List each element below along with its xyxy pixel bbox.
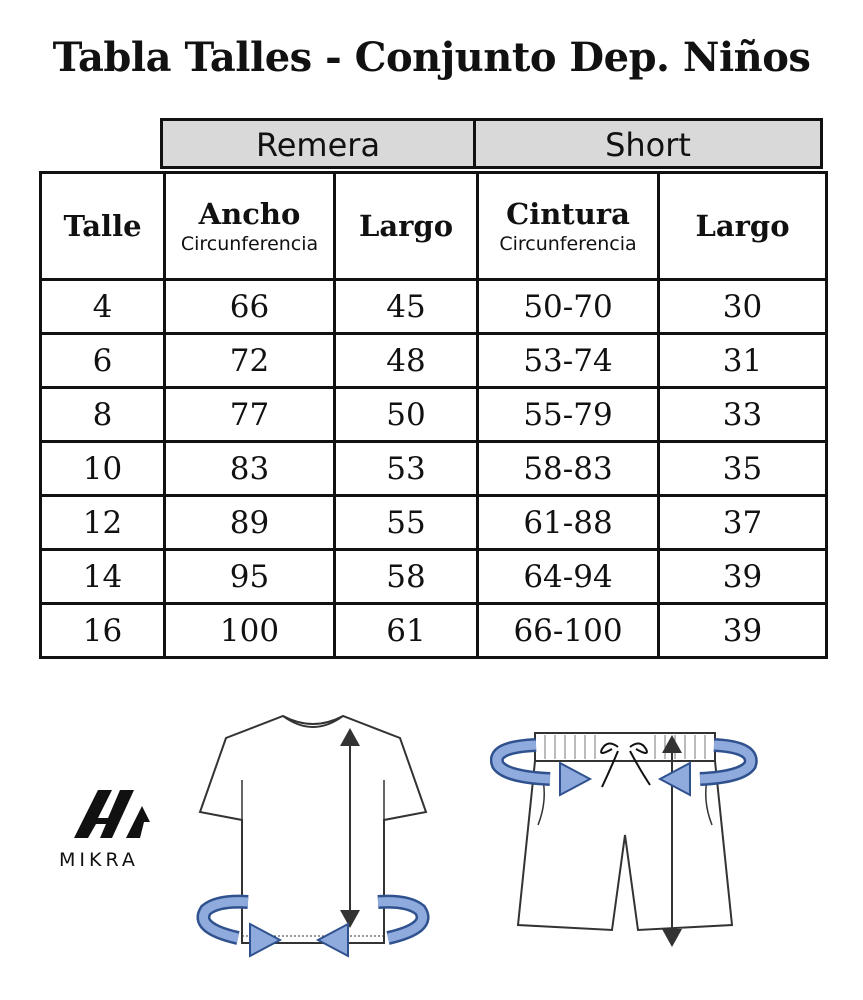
cell-ancho: 89 [165,496,335,550]
cell-talle: 6 [41,334,165,388]
cell-ancho: 72 [165,334,335,388]
cell-ancho: 100 [165,604,335,658]
col-cintura-label: Cintura [506,197,630,231]
cell-ancho: 66 [165,280,335,334]
cell-cintura: 58-83 [478,442,659,496]
cell-largo-short: 31 [659,334,827,388]
short-outline [518,761,732,930]
col-ancho-label: Ancho [198,197,301,231]
cell-talle: 14 [41,550,165,604]
col-ancho [165,173,335,280]
waistband [535,733,715,761]
brand-name: MIKRA [59,849,139,871]
col-ancho-sublabel: Circunferencia [180,233,319,255]
cell-largo-short: 39 [659,604,827,658]
page-title: Tabla Talles - Conjunto Dep. Niños [52,34,811,81]
tshirt-measure-illustration [188,708,438,958]
cell-cintura: 64-94 [478,550,659,604]
cell-ancho: 77 [165,388,335,442]
col-largo-remera [335,173,478,280]
col-largo-short [659,173,827,280]
cell-largo-remera: 58 [335,550,478,604]
table-row [41,388,827,442]
cell-largo-remera: 55 [335,496,478,550]
cell-largo-remera: 61 [335,604,478,658]
cell-largo-remera: 50 [335,388,478,442]
cell-largo-short: 35 [659,442,827,496]
group-header-remera: Remera [160,118,476,169]
group-header-short: Short [473,118,823,169]
cell-cintura: 61-88 [478,496,659,550]
header-row [41,173,827,280]
cell-talle: 10 [41,442,165,496]
tshirt-outline [200,716,426,943]
col-cintura-sublabel: Circunferencia [499,233,637,255]
table-row [41,496,827,550]
cell-cintura: 50-70 [478,280,659,334]
table-row [41,442,827,496]
cell-largo-short: 30 [659,280,827,334]
cell-cintura: 66-100 [478,604,659,658]
cell-largo-remera: 53 [335,442,478,496]
table-row [41,280,827,334]
size-table [39,171,828,659]
col-cintura [478,173,659,280]
col-largo-remera-label: Largo [358,209,454,243]
cell-largo-short: 33 [659,388,827,442]
cell-cintura: 53-74 [478,334,659,388]
cell-largo-short: 39 [659,550,827,604]
cell-largo-short: 37 [659,496,827,550]
col-talle-label: Talle [63,209,142,243]
cell-ancho: 83 [165,442,335,496]
mikra-logo-icon [60,784,160,844]
cell-talle: 12 [41,496,165,550]
table-row [41,334,827,388]
cell-largo-remera: 45 [335,280,478,334]
cell-talle: 8 [41,388,165,442]
table-row [41,550,827,604]
short-measure-illustration [490,725,760,955]
table-row [41,604,827,658]
col-talle [41,173,165,280]
cell-ancho: 95 [165,550,335,604]
cell-cintura: 55-79 [478,388,659,442]
cell-largo-remera: 48 [335,334,478,388]
cell-talle: 16 [41,604,165,658]
cell-talle: 4 [41,280,165,334]
col-largo-short-label: Largo [695,209,790,243]
